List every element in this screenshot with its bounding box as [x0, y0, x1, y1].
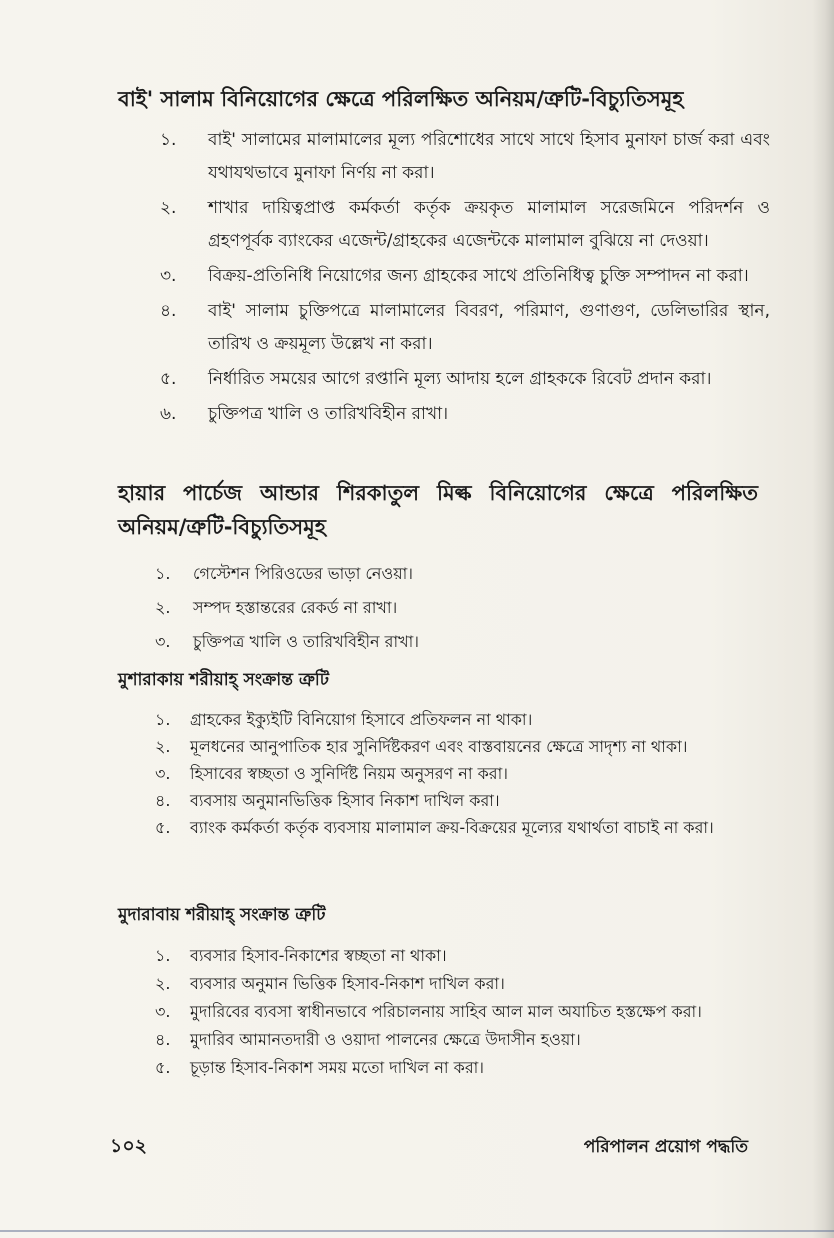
item-text: চূড়ান্ত হিসাব-নিকাশ সময় মতো দাখিল না করা। — [190, 1058, 484, 1077]
list-item — [155, 733, 755, 760]
page-spine-shadow — [812, 0, 834, 1238]
list-item — [160, 398, 770, 431]
item-number: ২. — [160, 198, 177, 218]
item-text: সম্পদ হস্তান্তরের রেকর্ড না রাখা। — [193, 598, 398, 617]
item-text: গ্রাহকের ইক্যুইটি বিনিয়োগ হিসাবে প্রতিফলন না থাকা। — [190, 710, 533, 729]
item-number: ৫. — [155, 1058, 171, 1077]
list-item — [160, 363, 770, 396]
page-number: ১০২ — [110, 1135, 148, 1157]
item-number: ২. — [155, 974, 171, 993]
item-number: ৫. — [155, 818, 171, 837]
list-item — [160, 260, 770, 293]
list-item — [160, 124, 770, 190]
item-number: ১. — [155, 710, 171, 729]
list-item — [155, 998, 755, 1026]
list-item — [155, 760, 755, 787]
item-number: ৫. — [160, 369, 177, 389]
mudaraba-list — [155, 942, 755, 1082]
item-text: মূলধনের আনুপাতিক হার সুনির্দিষ্টকরণ এবং বাস্তবায়নের ক্ষেত্রে সাদৃশ্য না থাকা। — [190, 737, 688, 756]
item-text: ব্যবসায় অনুমানভিত্তিক হিসাব নিকাশ দাখিল করা। — [190, 791, 500, 810]
item-number: ১. — [155, 564, 171, 583]
item-number: ৩. — [155, 1002, 171, 1021]
item-text: ব্যাংক কর্মকর্তা কর্তৃক ব্যবসায় মালামাল ক্রয়-বিক্রয়ের মূল্যের যথার্থতা বাচাই না করা। — [190, 818, 714, 837]
item-number: ১. — [155, 946, 171, 965]
list-item — [155, 625, 655, 659]
item-text: চুক্তিপত্র খালি ও তারিখবিহীন রাখা। — [193, 632, 419, 651]
item-number: ৩. — [155, 764, 171, 783]
item-number: ৩. — [160, 266, 177, 286]
list-item — [155, 814, 755, 841]
section-heading-hire-purchase: হায়ার পার্চেজ আন্ডার শিরকাতুল মিল্ক বিনিয়োগের ক্ষেত্রে পরিলক্ষিত অনিয়ম/ত্রুটি-বিচ্যুতিসমূহ — [118, 481, 758, 539]
item-number: ৪. — [160, 301, 177, 321]
item-number: ২. — [155, 598, 171, 617]
item-text: ব্যবসার অনুমান ভিত্তিক হিসাব-নিকাশ দাখিল করা। — [190, 974, 505, 993]
list-item — [155, 970, 755, 998]
section-heading-mudaraba: মুদারাবায় শরীয়াহ্‌ সংক্রান্ত ত্রুটি — [118, 905, 326, 925]
item-number: ৩. — [155, 632, 171, 651]
list-item — [160, 192, 770, 258]
bai-salam-list — [160, 124, 770, 433]
list-item — [155, 557, 655, 591]
item-text: মুদারিব আমানতদারী ও ওয়াদা পালনের ক্ষেত্রে উদাসীন হওয়া। — [190, 1030, 581, 1049]
list-item — [155, 1054, 755, 1082]
item-text: বিক্রয়-প্রতিনিধি নিয়োগের জন্য গ্রাহকের সাথে প্রতিনিধিত্ব চুক্তি সম্পাদন না করা। — [208, 266, 749, 286]
list-item — [155, 591, 655, 625]
item-text: ব্যবসার হিসাব-নিকাশের স্বচ্ছতা না থাকা। — [190, 946, 447, 965]
musharaka-list — [155, 706, 755, 841]
hire-purchase-list — [155, 557, 655, 659]
list-item — [160, 295, 770, 361]
section-heading-bai-salam: বাই' সালাম বিনিয়োগের ক্ষেত্রে পরিলক্ষিত অনিয়ম/ত্রুটি-বিচ্যুতিসমূহ — [118, 87, 684, 111]
item-text: চুক্তিপত্র খালি ও তারিখবিহীন রাখা। — [208, 404, 449, 424]
item-text: মুদারিবের ব্যবসা স্বাধীনভাবে পরিচালনায় সাহিব আল মাল অযাচিত হস্তক্ষেপ করা। — [190, 1002, 702, 1021]
item-text: গেস্টেশন পিরিওডের ভাড়া নেওয়া। — [193, 564, 414, 583]
item-text: শাখার দায়িত্বপ্রাপ্ত কর্মকর্তা কর্তৃক ক্রয়কৃত মালামাল সরেজমিনে পরিদর্শন ও গ্রহণপূর্বক ব্যাংকের এজেন্ট/গ্রাহকের এজেন্টকে মালামাল বুঝিয়ে না দেওয়া। — [208, 198, 770, 251]
item-text: বাই' সালামের মালামালের মূল্য পরিশোধের সাথে সাথে হিসাব মুনাফা চার্জ করা এবং যথাযথভাবে মুনাফা নির্ণয় না করা। — [208, 130, 770, 183]
list-item — [155, 942, 755, 970]
item-number: ২. — [155, 737, 171, 756]
item-text: বাই' সালাম চুক্তিপত্রে মালামালের বিবরণ, পরিমাণ, গুণাগুণ, ডেলিভারির স্থান, তারিখ ও ক্রয়মূল্য উল্লেখ না করা। — [208, 301, 770, 354]
running-footer-title: পরিপালন প্রয়োগ পদ্ধতি — [583, 1137, 748, 1157]
item-number: ৪. — [155, 791, 171, 810]
list-item — [155, 1026, 755, 1054]
item-number: ৪. — [155, 1030, 171, 1049]
item-text: নির্ধারিত সময়ের আগে রপ্তানি মূল্য আদায় হলে গ্রাহককে রিবেট প্রদান করা। — [208, 369, 712, 389]
item-number: ৬. — [160, 404, 177, 424]
list-item — [155, 787, 755, 814]
item-text: হিসাবের স্বচ্ছতা ও সুনির্দিষ্ট নিয়ম অনুসরণ না করা। — [190, 764, 508, 783]
item-number: ১. — [160, 130, 177, 150]
section-heading-musharaka: মুশারাকায় শরীয়াহ্‌ সংক্রান্ত ত্রুটি — [118, 670, 330, 690]
page-bottom-edge — [0, 1230, 834, 1232]
list-item — [155, 706, 755, 733]
